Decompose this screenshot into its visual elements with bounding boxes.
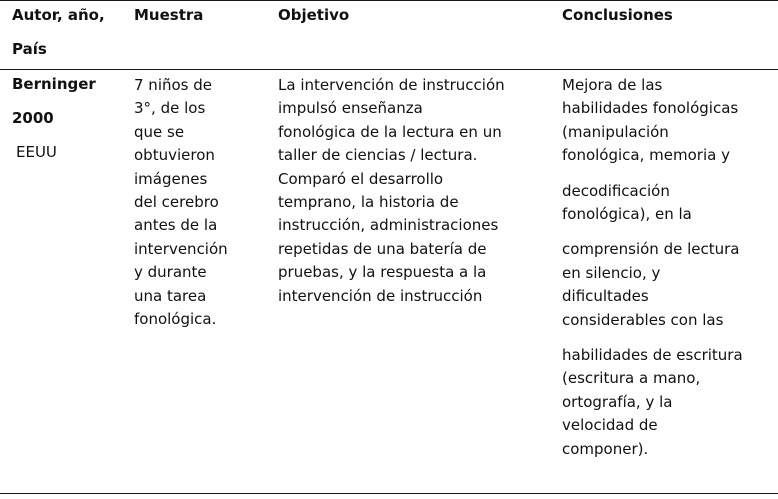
header-sample: Muestra <box>134 6 204 24</box>
conclusion-line: componer). <box>562 439 649 458</box>
objective-line: impulsó enseñanza <box>278 99 423 118</box>
objective-line: taller de ciencias / lectura. <box>278 146 478 165</box>
sample-line: del cerebro <box>134 193 219 212</box>
conclusion-line: dificultades <box>562 287 649 306</box>
sample-line: que se <box>134 122 185 141</box>
sample-line: imágenes <box>134 169 208 188</box>
conclusion-line: fonológica), en la <box>562 205 692 224</box>
sample-line: una tarea <box>134 286 207 305</box>
conclusion-line: comprensión de lectura <box>562 240 740 259</box>
header-objective: Objetivo <box>278 6 350 24</box>
sample-line: obtuvieron <box>134 146 215 165</box>
author-name: Berninger <box>12 75 96 93</box>
header-author-line1: Autor, año, <box>12 6 105 24</box>
objective-line: intervención de instrucción <box>278 286 483 305</box>
header-conclusions: Conclusiones <box>562 6 673 24</box>
conclusion-paragraph <box>562 74 772 168</box>
author-year: 2000 <box>12 109 54 127</box>
objective-line: Comparó el desarrollo <box>278 169 444 188</box>
author-country: EEUU <box>16 143 57 161</box>
conclusion-paragraph <box>562 180 772 227</box>
conclusion-line: considerables con las <box>562 310 724 329</box>
conclusion-line: habilidades de escritura <box>562 346 743 365</box>
conclusion-paragraph <box>562 238 772 332</box>
conclusion-line: fonológica, memoria y <box>562 146 730 165</box>
conclusion-line: velocidad de <box>562 416 658 435</box>
sample-line: intervención <box>134 239 228 258</box>
cell-objective <box>278 74 553 308</box>
header-author-line2: País <box>12 40 47 58</box>
sample-line: y durante <box>134 263 207 282</box>
conclusion-line: (manipulación <box>562 122 669 141</box>
objective-line: fonológica de la lectura en un <box>278 122 502 141</box>
conclusion-line: Mejora de las <box>562 76 663 94</box>
objective-line: La intervención de instrucción <box>278 76 505 94</box>
conclusion-line: (escritura a mano, <box>562 369 701 388</box>
objective-line: temprano, la historia de <box>278 193 459 212</box>
sample-line: antes de la <box>134 216 218 235</box>
objective-line: repetidas de una batería de <box>278 239 487 258</box>
sample-line: fonológica. <box>134 310 217 329</box>
conclusion-line: decodificación <box>562 181 670 200</box>
objective-line: pruebas, y la respuesta a la <box>278 263 487 282</box>
sample-line: 7 niños de <box>134 76 213 94</box>
table-bottom-rule <box>0 493 778 494</box>
objective-line: instrucción, administraciones <box>278 216 499 235</box>
conclusion-line: ortografía, y la <box>562 392 673 411</box>
cell-sample <box>134 74 264 331</box>
cell-author <box>12 67 127 169</box>
conclusion-paragraph <box>562 344 772 461</box>
header-author <box>12 0 127 66</box>
sample-line: 3°, de los <box>134 99 206 118</box>
conclusion-line: habilidades fonológicas <box>562 99 739 118</box>
conclusion-line: en silencio, y <box>562 263 661 282</box>
cell-conclusions <box>562 74 772 461</box>
